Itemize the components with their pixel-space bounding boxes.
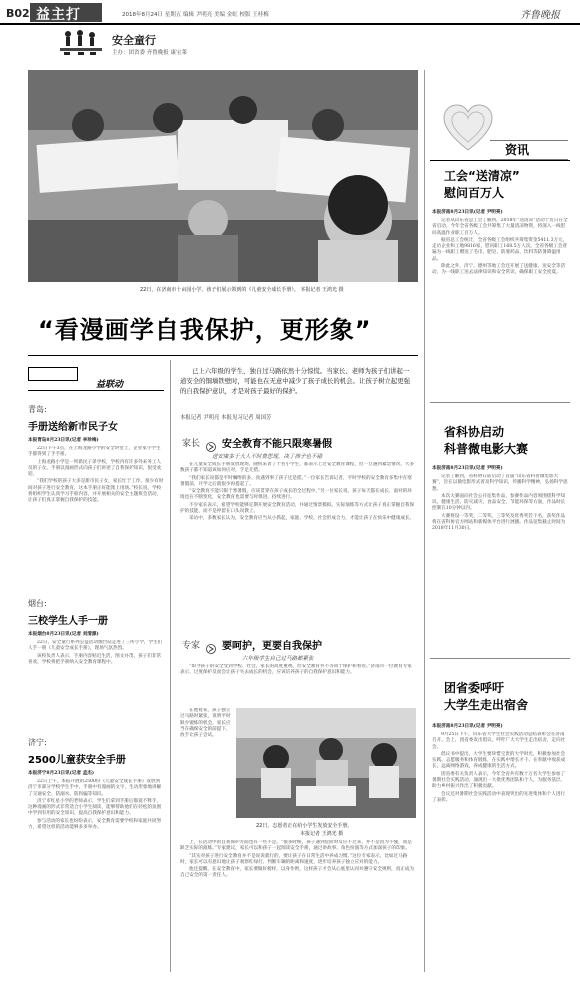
experts-body-bottom: 上，在活动中的自我保护方面也有一些不足。“很多时候，孩子遇到危险时反应不过来，并不是因为不懂，而是缺乏实际的演练。”专家建议，家长可以和孩子一起阅读安全手册，通过讲故事、角色扮演等方式加深孩子的印象。 “其实对孩子进行安全教育并不是说说就行的，要让孩子在日常生活中养成习惯。”这位专家表示，比如过马路时，家长可以有意识地让孩子观察红绿灯、判断车辆的距离和速度，逐步培养孩子独立应对的能力。 他还提醒，在安全教育中，家长要做好榜样，以身作则，这样孩子才会从心底里认同并遵守安全规则，真正成为自己安全的第一责任人。 xyxy=(180,840,415,879)
linkage-label: 益联动 xyxy=(96,380,124,390)
headline-rule xyxy=(28,355,418,356)
column-sponsors: 主办：团省委 齐鲁晚报 康宝莱 xyxy=(112,50,187,56)
parents-body: 在儿童安全成长手册发放现场，随机采访了十名小学生，都表示上过安全教育课程，但一旦遇到紧急情况，大多数孩子都不知道该如何应对，手足无措。 “我们家长说都是平时嘱咐的多，真遇到事了孩子还是慌。”一位家长告诉记者，平时学校的安全教育多集中在寒暑假前，开学之后就很少再提起了。 “安全教育不能只限于寒暑假，应该贯穿在孩子成长的全过程中。”另一位家长说，孩子每天都在成长，面对的环境也在不断变化，安全教育也需要与时俱进、持续进行。 不少家长表示，希望学校能够定期开展安全教育活动，并通过情景模拟、实际演练等方式让孩子真正掌握自我保护的技能，而不是停留在口头说教上。 采访中，多数家长认为，安全教育应当从小抓起，家庭、学校、社会形成合力，才能让孩子在快乐中健康成长。 xyxy=(180,462,415,522)
linkage-title-3: 2500儿童获安全手册 xyxy=(28,755,126,766)
news-title-3: 团省委呼吁 大学生走出宿舍 xyxy=(444,681,529,712)
parents-tag: 家长 xyxy=(182,439,201,449)
linkage-rule xyxy=(28,390,164,391)
column-title: 安全童行 xyxy=(112,34,156,47)
news-title-2: 省科协启动 科普微电影大赛 xyxy=(444,425,529,456)
linkage-body-1: 22日下午3点，在上海龙路小学的安全讲堂上，企业家小学生手都得到了手手册。 上海龙路小学是一所新民子弟学校，学校内有许多外来务工人员的子女。手册以漫画形式向孩子们讲述了自我保护知识，很受欢迎。 “我们学校的孩子大多是新市民子女，家长忙于工作，很少有时间对孩子进行安全教育，这本手册正好能派上用场。”校长说，学校将组织学生认真学习手册内容，并开展相关的安全主题班会活动，让孩子们真正掌握自我保护的技能。 xyxy=(28,446,164,504)
linkage-body-2: 22日，安全童行系列公益活动烟台站走进了三所小学，学生们人手一册《儿童安全成长手册》，现场气氛热烈。 该校负责人表示，手册内容贴近生活，图文并茂，孩子们非常喜欢，学校将把手册纳入安全教育课程中。 xyxy=(28,640,163,665)
heart-icon xyxy=(440,100,496,156)
news-body-2: 记者了解到，省科协日前启动了首届“山东省科普微电影大赛”，旨在以微电影形式普及科学知识，传播科学精神，弘扬科学思想。 本次大赛面向社会公开征集作品，参赛作品内容须围绕科学知识、健康生活、防灾减灾、食品安全、节能环保等方面，作品时长控制在10分钟以内。 大赛将设一等奖、二等奖、三等奖及优秀奖若干名，获奖作品将在省科协官方网站和新媒体平台进行展播。作品征集截止时间为2018年11月30日。 xyxy=(432,474,568,532)
linkage-city-3: 济宁: xyxy=(28,738,47,747)
news-title-1: 工会“送清凉” 慰问百万人 xyxy=(444,169,520,200)
news-divider-2 xyxy=(430,658,570,659)
experts-tag: 专家 xyxy=(182,641,201,651)
news-body-1: 记者从山东省总工会了解到，2018年“送清凉”活动于近日在全省启动，今年全省各级工会共筹集了大量清凉物资，将深入一线慰问高温作业职工百万人。 据省总工会统计，全省各级工会组织共筹集资金5411.3万元，走访企业和工地9816家，慰问职工168.5万人次。全省各级工会普遍为一线职工赠送了毛巾、肥皂、防暑药品、饮料等防暑降温用品。 除此之外，济宁、德州等地工会还开展了送健康、送安全等活动，为一线职工送去法律知识和安全常识，确保职工安全度夏。 xyxy=(432,218,568,276)
right-column-divider xyxy=(424,70,425,972)
intro-text: 已上六年级的学生，独自过马路依然十分惊慌。当家长、老师为孩子们讲起一道安全的铜墙铁壁时，可能也在无意中减少了孩子成长的机会。让孩子树立起更强的自我保护意识，才是对孩子最好的保护。 xyxy=(180,367,411,395)
news-label: 资讯 xyxy=(505,143,530,157)
news-label-rule xyxy=(430,160,570,161)
headline: “看漫画学自我保护，更形象” xyxy=(38,316,372,344)
section-title: 益主打 xyxy=(36,7,81,23)
linkage-box xyxy=(28,367,78,381)
linkage-city-2: 烟台: xyxy=(28,599,47,608)
linkage-body-3: 22日上午，本报开展的2500份《儿童安全成长手册》发放到济宁市部分学校学生手中，手册中有漫画的文字，生动形象地讲解了交通安全、防溺水、防拐骗等知识。 济宁市红星小学的老师表示，学生们拿到手册后都爱不释手，这种漫画的形式非常适合小学生阅读，能够帮助他们在轻松的氛围中学到有用的安全知识，提高自我保护意识和能力。 参与活动的家长也纷纷表示，安全教育需要学校和家庭共同努力，希望这样的活动能够多多举办。 xyxy=(28,779,162,831)
page-number: B02 xyxy=(6,7,30,20)
linkage-byline-3: 本报济宁8月23日讯(记者 孟杰) xyxy=(28,771,95,776)
linkage-title-2: 三校学生人手一册 xyxy=(28,616,108,627)
header-info: 2018年8月24日 星期五 编辑 尹明亮 美编 金虹 校版 王桂梅 xyxy=(122,12,269,18)
linkage-city-1: 青岛: xyxy=(28,405,47,414)
news-divider-1 xyxy=(430,402,570,403)
newspaper-logo: 齐鲁晚报 xyxy=(520,10,560,21)
news-byline-3: 本报济南8月23日讯(记者 尹明亮) xyxy=(432,724,503,729)
top-photo-caption: 22日，在济南市十亩园小学，孩子们展示领到的《儿童安全成长手册》。 本报记者 王鸿光 摄 xyxy=(140,287,344,293)
parents-arrow-icon xyxy=(206,437,216,447)
experts-title: 要呵护，更要自我保护 xyxy=(222,641,322,652)
news-byline-1: 本报济南8月23日讯(记者 尹明亮) xyxy=(432,210,503,215)
linkage-title-1: 手册送给新市民子女 xyxy=(28,422,118,433)
linkage-byline-2: 本报烟台8月23日讯(记者 刘清源) xyxy=(28,632,99,637)
bottom-photo-caption: 22日，志愿者正在给小学生发放安全手册。 xyxy=(256,823,353,829)
main-byline: 本报记者 尹明亮 本报见习记者 周国芳 xyxy=(180,415,272,421)
parents-subtitle: 送安康多于大人不时费思现，决了孩子也不错 xyxy=(212,454,323,460)
left-column-divider xyxy=(170,360,171,972)
news-body-3: 9月25日下午，山东省大学生社会实践活动总结表彰会在济南召开。会上，团省委发出倡议，呼吁广大大学生走出宿舍，走向社会。 倡议书中提出，大学生要珍惜宝贵的大学时光，积极参加社会实践、志愿服务和体育锻炼，在实践中增长才干、在奉献中收获成长，远离网络游戏，养成健康的生活方式。 团省委有关负责人表示，今年全省共有数十万名大学生参加了暑期社会实践活动，涌现出一大批优秀团队和个人，为服务基层、助力乡村振兴作出了积极贡献。 会议还对暑期社会实践活动中表现突出的先进集体和个人进行了表彰。 xyxy=(432,732,566,803)
experts-body-top: “如今孩子的安全受到学校、社会、家长的高度重视，但安全教育并不等同于保护和看管。”济南市一位教育专家表示，过度保护反而会让孩子失去成长的机会，应该培养孩子的自我保护意识和能力。 xyxy=(180,664,412,676)
parents-title: 安全教育不能只限寒暑假 xyxy=(222,439,332,450)
bottom-photo-credit: 本报记者 王鸿光 摄 xyxy=(300,831,344,837)
top-photo xyxy=(28,70,418,282)
experts-body-left: 在他看来，孩子独立过马路时紧张，说明平时缺少锻炼的机会，家长应当在确保安全的前提下，放手让孩子尝试。 xyxy=(180,708,231,739)
bottom-photo xyxy=(236,708,416,818)
linkage-byline-1: 本报青岛8月23日讯(记者 李珍梅) xyxy=(28,438,99,443)
experts-subtitle: 六年级学生自己过马路都紧张 xyxy=(242,656,314,662)
header-rule xyxy=(0,23,580,25)
column-illustration xyxy=(60,28,102,56)
experts-arrow-icon xyxy=(206,639,216,649)
news-byline-2: 本报济南8月23日讯(记者 尹明亮) xyxy=(432,466,503,471)
